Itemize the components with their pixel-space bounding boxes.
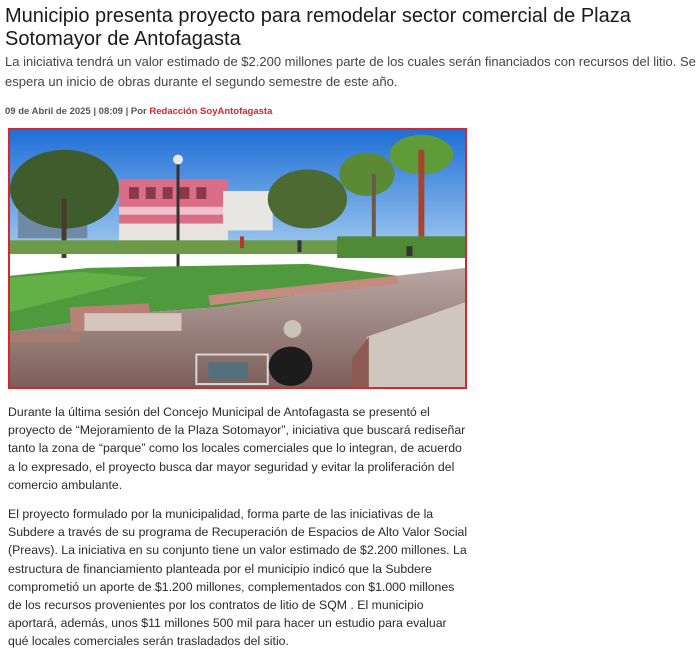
pink-building	[119, 179, 228, 241]
article-title: Municipio presenta proyecto para remodelar sector comercial de Plaza Sotomayor de Antofagasta	[5, 5, 631, 50]
publish-date: 09 de Abril de 2025 | 08:09 |	[5, 106, 129, 117]
article-lead: La iniciativa tendrá un valor estimado de $2.200 millones parte de los cuales serán financiados con recursos del litio. Se espera un inicio de obras durante el segundo semestre de este año.	[5, 54, 696, 89]
byline	[5, 106, 272, 117]
article-paragraph-2: El proyecto formulado por la municipalidad, forma parte de las iniciativas de la Subdere a través de su programa de Recuperación de Espacios de Alto Valor Social (Preavs). La iniciativa en su conjunto tiene un valor estimado de $2.200 millones. La estructura de financiamiento planteada por el municipio indicó que la Subdere comprometió un aporte de $1.200 millones, complementados con $1.000 millones de los recursos provenientes por los contratos de litio de SQM . El municipio aportará, además, unos $11 millones 500 mil para hacer un estudio para evaluar qué locales comerciales serán trasladados del sitio.	[8, 507, 468, 649]
by-prefix: Por	[130, 106, 147, 117]
plaza-photo-illustration	[10, 130, 465, 387]
article-photo	[8, 128, 467, 389]
article-paragraph-1: Durante la última sesión del Concejo Municipal de Antofagasta se presentó el proyecto de “Mejoramiento de la Plaza Sotomayor”, iniciativa que buscará rediseñar tanto la zona de “parque” como los locales comerciales que lo integran, de acuerdo a lo expresado, el proyecto busca dar mayor seguridad y evitar la proliferación del comercio ambulante.	[8, 405, 466, 492]
author-link[interactable]: Redacción SoyAntofagasta	[149, 106, 273, 117]
